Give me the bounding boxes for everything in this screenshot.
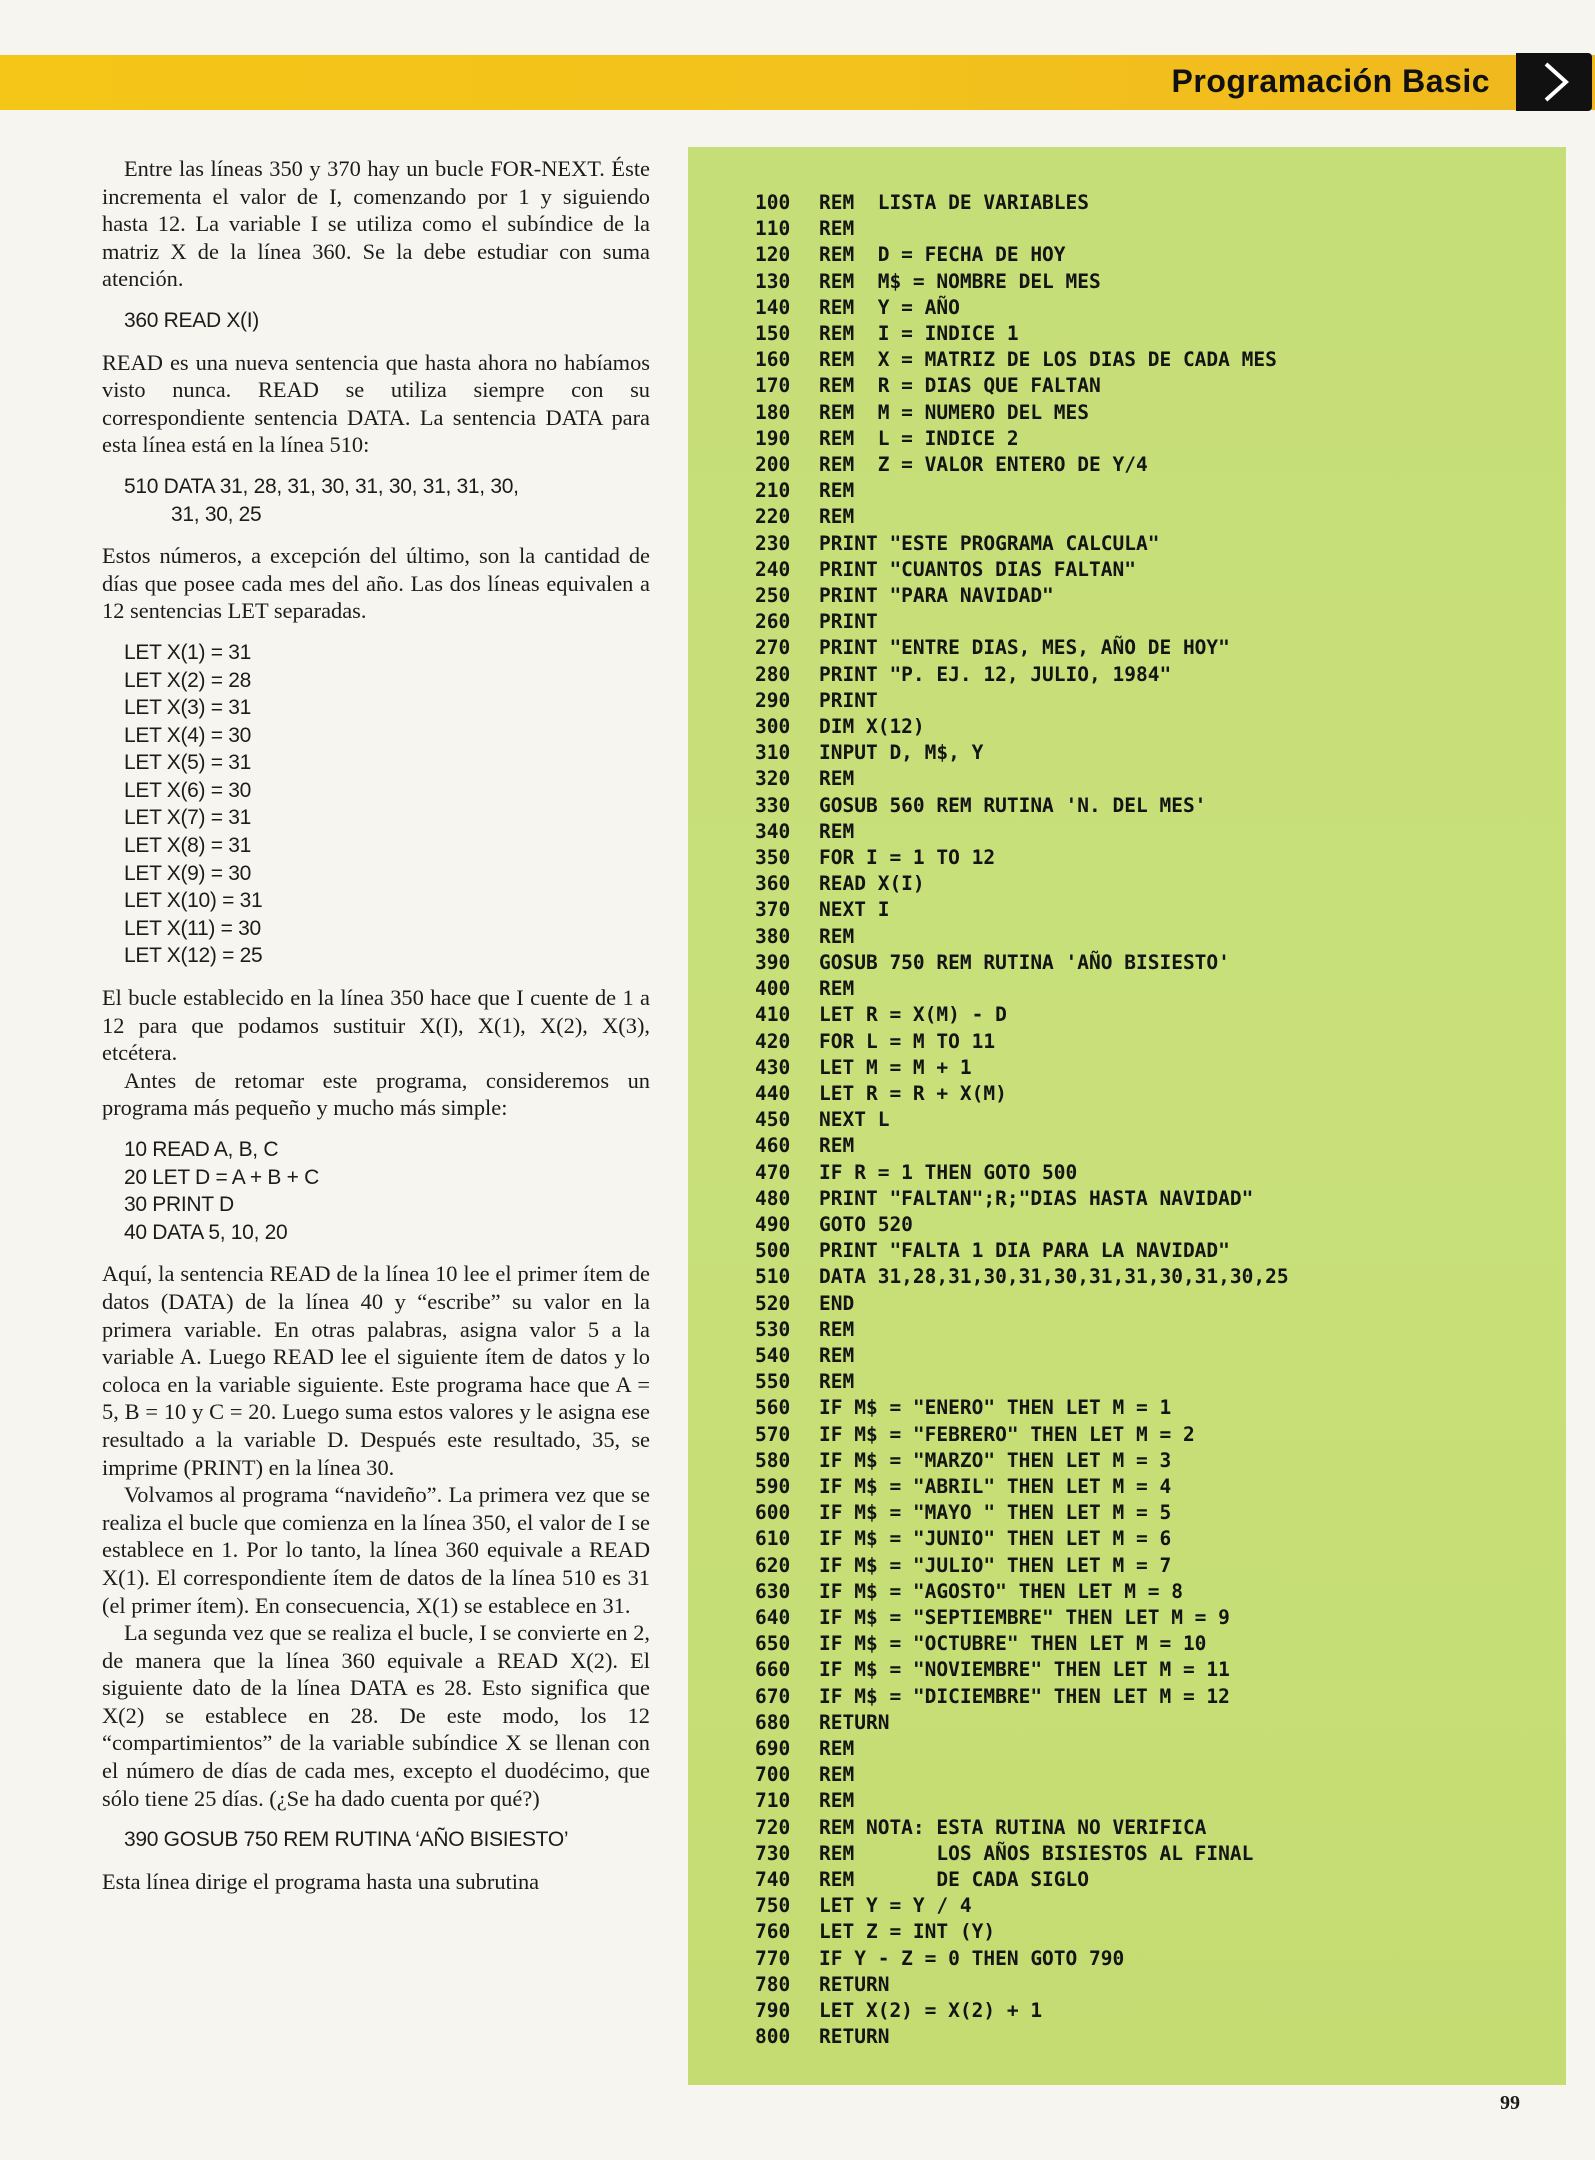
listing-line [755,871,1555,897]
paragraph-2: READ es una nueva sentencia que hasta ahora no habíamos visto nunca. READ se utiliza siempre con su correspondiente sentencia DATA. La sentencia DATA para esta línea está en la línea 510: [102,349,650,458]
listing-line [755,1029,1555,1055]
line-number: 540 [755,1343,791,1367]
paragraph-7: Volvamos al programa “navideño”. La primera vez que se realiza el bucle que comienza en la línea 350, el valor de I se establece en 1. Por lo tanto, la línea 360 equivale a READ X(1). El correspondiente ítem de datos de la línea 510 es 31 (el primer ítem). En consecuencia, X(1) se establece en 31. [102,1482,650,1618]
line-code: GOSUB 560 REM RUTINA 'N. DEL MES' [819,793,1207,817]
line-code: IF Y - Z = 0 THEN GOTO 790 [819,1946,1125,1970]
code-heading-390: 390 GOSUB 750 REM RUTINA ‘AÑO BISIESTO’ [124,1828,569,1852]
line-code: REM [819,1317,855,1341]
line-code: REM LOS AÑOS BISIESTOS AL FINAL [819,1841,1254,1865]
line-code: LET R = X(M) - D [819,1003,1007,1027]
line-code: LET X(2) = X(2) + 1 [819,1999,1043,2023]
line-code: REM [819,505,855,529]
line-code: REM NOTA: ESTA RUTINA NO VERIFICA [819,1815,1207,1839]
listing-line [755,1998,1555,2024]
line-code: IF M$ = "JUNIO" THEN LET M = 6 [819,1527,1172,1551]
listing-line [755,295,1555,321]
line-code: PRINT [819,688,878,712]
line-code: LET Z = INT (Y) [819,1920,996,1944]
small-program-line: 10 READ A, B, C [124,1138,279,1161]
line-code: FOR I = 1 TO 12 [819,846,996,870]
line-code: GOTO 520 [819,1212,913,1236]
line-number: 200 [755,453,791,477]
line-code: NEXT L [819,1108,890,1132]
line-code: PRINT "CUANTOS DIAS FALTAN" [819,557,1136,581]
line-number: 510 [755,1265,791,1289]
listing-line [755,1736,1555,1762]
listing-line [755,635,1555,661]
line-number: 680 [755,1710,791,1734]
listing-line [755,976,1555,1002]
line-number: 530 [755,1317,791,1341]
listing-line [755,583,1555,609]
line-number: 290 [755,688,791,712]
let-line: LET X(11) = 30 [124,916,261,940]
line-code: REM D = FECHA DE HOY [819,243,1066,267]
data-line: 510 DATA 31, 28, 31, 30, 31, 30, 31, 31, 30, [124,474,519,498]
listing-line [755,1238,1555,1264]
listing-line [755,452,1555,478]
line-code: IF M$ = "OCTUBRE" THEN LET M = 10 [819,1632,1207,1656]
let-line: LET X(9) = 30 [124,861,252,885]
listing-line [755,1657,1555,1683]
line-code: INPUT D, M$, Y [819,741,984,765]
let-line: LET X(8) = 31 [124,834,252,858]
line-code: PRINT "FALTAN";R;"DIAS HASTA NAVIDAD" [819,1186,1254,1210]
line-number: 710 [755,1789,791,1813]
line-number: 640 [755,1605,791,1629]
line-number: 740 [755,1868,791,1891]
line-code: REM Y = AÑO [819,295,960,319]
line-code: REM Z = VALOR ENTERO DE Y/4 [819,453,1148,477]
line-code: LET Y = Y / 4 [819,1894,972,1918]
line-number: 240 [755,557,791,581]
line-code: IF M$ = "FEBRERO" THEN LET M = 2 [819,1422,1195,1446]
line-code: GOSUB 750 REM RUTINA 'AÑO BISIESTO' [819,950,1230,974]
listing-line [755,1474,1555,1500]
line-code: IF R = 1 THEN GOTO 500 [819,1160,1078,1184]
line-code: REM M = NUMERO DEL MES [819,400,1090,424]
line-number: 340 [755,819,791,843]
listing-line [755,1605,1555,1631]
line-code: PRINT "ENTRE DIAS, MES, AÑO DE HOY" [819,636,1230,660]
listing-line [755,1893,1555,1919]
line-number: 220 [755,505,791,529]
line-number: 430 [755,1055,791,1079]
line-number: 520 [755,1291,791,1315]
line-number: 610 [755,1527,791,1551]
line-number: 560 [755,1396,791,1420]
listing-line [755,557,1555,583]
page-number: 99 [1500,2092,1520,2114]
line-number: 780 [755,1972,791,1996]
listing-line [755,1291,1555,1317]
listing-line [755,740,1555,766]
listing-line [755,793,1555,819]
line-code: REM [819,1763,855,1787]
listing-line [755,1133,1555,1159]
let-line: LET X(1) = 31 [124,640,252,664]
line-number: 630 [755,1579,791,1603]
line-number: 450 [755,1108,791,1132]
line-number: 620 [755,1553,791,1577]
listing-line [755,1160,1555,1186]
line-number: 280 [755,662,791,686]
line-code: END [819,1291,855,1315]
line-number: 130 [755,269,791,293]
data-line-continued: 31, 30, 25 [171,502,262,526]
line-number: 410 [755,1003,791,1027]
line-number: 180 [755,400,791,424]
data-statement-block [124,473,650,528]
line-code: IF M$ = "MAYO " THEN LET M = 5 [819,1501,1172,1525]
let-line: LET X(2) = 28 [124,668,252,692]
small-program-line: 30 PRINT D [124,1193,234,1217]
line-number: 390 [755,950,791,974]
small-program-line: 20 LET D = A + B + C [124,1165,319,1189]
line-number: 490 [755,1212,791,1236]
paragraph-4: El bucle establecido en la línea 350 hace que I cuente de 1 a 12 para que podamos sustituir X(I), X(1), X(2), X(3), etcétera. [102,985,650,1066]
listing-line [755,347,1555,373]
listing-line [755,190,1555,216]
listing-line [755,1710,1555,1736]
line-number: 550 [755,1370,791,1394]
listing-line [755,1841,1555,1867]
listing-line [755,1422,1555,1448]
listing-line [755,242,1555,268]
line-number: 380 [755,924,791,948]
listing-line [755,1264,1555,1290]
line-number: 460 [755,1134,791,1158]
line-number: 110 [755,217,791,241]
listing-line [755,1395,1555,1421]
line-code: RETURN [819,1710,890,1734]
let-statements-block [124,639,650,970]
line-code: DATA 31,28,31,30,31,30,31,31,30,31,30,25 [819,1265,1289,1289]
paragraph-1: Entre las líneas 350 y 370 hay un bucle FOR-NEXT. Éste incrementa el valor de I, comenzando por 1 y siguiendo hasta 12. La variable I se utiliza como el subíndice de la matriz X de la línea 360. Se la debe estudiar con suma atención. [102,156,650,292]
line-number: 100 [755,191,791,214]
line-code: PRINT [819,610,878,634]
line-code: REM [819,1789,855,1813]
listing-line [755,531,1555,557]
listing-line [755,1212,1555,1238]
line-number: 330 [755,793,791,817]
line-code: REM L = INDICE 2 [819,426,1019,450]
line-code: REM [819,977,855,1001]
let-line: LET X(5) = 31 [124,751,252,775]
chevron-right-icon [1538,61,1572,103]
line-code: REM [819,217,855,241]
line-code: IF M$ = "DICIEMBRE" THEN LET M = 12 [819,1684,1230,1708]
line-number: 270 [755,636,791,660]
section-title: Programación Basic [1171,63,1490,99]
line-number: 720 [755,1815,791,1839]
listing-line [755,1919,1555,1945]
paragraph-9: Esta línea dirige el programa hasta una subrutina [102,1868,540,1894]
listing-line [755,819,1555,845]
paragraph-3: Estos números, a excepción del último, son la cantidad de días que posee cada mes del año. Las dos líneas equivalen a 12 sentencias LET separadas. [102,543,650,624]
paragraph-6: Aquí, la sentencia READ de la línea 10 lee el primer ítem de datos (DATA) de la línea 40 y “escribe” su valor en la primera variable. En otras palabras, asigna valor 5 a la variable A. Luego READ lee el siguiente ítem de datos y lo coloca en la variable siguiente. Este programa hace que A = 5, B = 10 y C = 20. Luego suma estos valores y le asigna ese resultado a la variable D. Después este resultado, 35, se imprime (PRINT) en la línea 30. [102,1261,650,1480]
line-number: 310 [755,741,791,765]
listing-line [755,1788,1555,1814]
listing-line [755,662,1555,688]
let-line: LET X(7) = 31 [124,806,252,830]
line-code: RETURN [819,2025,890,2049]
line-code: REM [819,1343,855,1367]
line-code: PRINT "P. EJ. 12, JULIO, 1984" [819,662,1172,686]
listing-line [755,504,1555,530]
code-heading-360: 360 READ X(I) [124,308,259,332]
line-code: IF M$ = "ENERO" THEN LET M = 1 [819,1396,1172,1420]
listing-line [755,321,1555,347]
listing-line [755,766,1555,792]
line-code: IF M$ = "SEPTIEMBRE" THEN LET M = 9 [819,1605,1230,1629]
line-code: IF M$ = "JULIO" THEN LET M = 7 [819,1553,1172,1577]
line-number: 420 [755,1029,791,1053]
line-number: 500 [755,1239,791,1263]
line-number: 120 [755,243,791,267]
line-code: READ X(I) [819,872,925,896]
line-number: 650 [755,1632,791,1656]
line-number: 320 [755,767,791,791]
line-code: REM X = MATRIZ DE LOS DIAS DE CADA MES [819,348,1277,372]
line-code: REM DE CADA SIGLO [819,1868,1090,1891]
line-number: 600 [755,1501,791,1525]
listing-line [755,1081,1555,1107]
line-code: FOR L = M TO 11 [819,1029,996,1053]
listing-line [755,1631,1555,1657]
let-line: LET X(3) = 31 [124,696,252,720]
line-number: 170 [755,374,791,398]
listing-line [755,897,1555,923]
line-number: 150 [755,322,791,346]
let-line: LET X(6) = 30 [124,778,252,802]
line-code: REM [819,1370,855,1394]
line-number: 690 [755,1736,791,1760]
line-code: REM [819,767,855,791]
listing-line [755,1867,1555,1893]
line-number: 790 [755,1999,791,2023]
line-number: 250 [755,584,791,608]
line-number: 140 [755,295,791,319]
line-code: RETURN [819,1972,890,1996]
listing-line [755,1579,1555,1605]
line-code: PRINT "ESTE PROGRAMA CALCULA" [819,531,1160,555]
line-code: IF M$ = "AGOSTO" THEN LET M = 8 [819,1579,1183,1603]
line-number: 570 [755,1422,791,1446]
listing-line [755,1448,1555,1474]
listing-line [755,1055,1555,1081]
line-number: 300 [755,715,791,739]
line-number: 590 [755,1474,791,1498]
line-code: IF M$ = "MARZO" THEN LET M = 3 [819,1448,1172,1472]
line-number: 730 [755,1841,791,1865]
line-code: DIM X(12) [819,715,925,739]
line-number: 360 [755,872,791,896]
listing-line [755,1343,1555,1369]
line-number: 440 [755,1081,791,1105]
listing-line [755,845,1555,871]
listing-line [755,1946,1555,1972]
listing-line [755,1107,1555,1133]
listing-line [755,1369,1555,1395]
paragraph-5: Antes de retomar este programa, consideremos un programa más pequeño y mucho más simple: [102,1067,650,1121]
line-number: 750 [755,1894,791,1918]
listing-line [755,1815,1555,1841]
small-program-line: 40 DATA 5, 10, 20 [124,1220,288,1244]
article-column [102,155,650,1895]
listing-line [755,1762,1555,1788]
line-number: 160 [755,348,791,372]
listing-line [755,1500,1555,1526]
listing-line [755,950,1555,976]
paragraph-8: La segunda vez que se realiza el bucle, I se convierte en 2, de manera que la línea 360 equivale a READ X(2). El siguiente dato de la línea DATA es 28. Esto significa que X(2) se establece en 28. De este modo, los 12 “compartimientos” de la variable subíndice X se llenan con el número de días de cada mes, excepto el duodécimo, que sólo tiene 25 días. (¿Se ha dado cuenta por qué?) [102,1620,650,1811]
line-code: REM [819,819,855,843]
line-number: 670 [755,1684,791,1708]
line-number: 260 [755,610,791,634]
line-code: LET M = M + 1 [819,1055,972,1079]
line-code: REM R = DIAS QUE FALTAN [819,374,1101,398]
line-number: 480 [755,1186,791,1210]
line-number: 760 [755,1920,791,1944]
line-number: 700 [755,1763,791,1787]
line-code: REM LISTA DE VARIABLES [819,191,1090,214]
small-program-block [124,1136,650,1246]
line-number: 370 [755,898,791,922]
listing-line [755,924,1555,950]
listing-line [755,216,1555,242]
line-number: 350 [755,846,791,870]
listing-line [755,1186,1555,1212]
line-code: PRINT "PARA NAVIDAD" [819,584,1054,608]
line-code: LET R = R + X(M) [819,1081,1007,1105]
line-code: REM [819,479,855,503]
line-code: REM [819,1134,855,1158]
line-number: 800 [755,2025,791,2049]
next-arrow-box [1516,53,1592,111]
line-number: 400 [755,977,791,1001]
line-code: NEXT I [819,898,890,922]
line-code: IF M$ = "ABRIL" THEN LET M = 4 [819,1474,1172,1498]
line-code: REM I = INDICE 1 [819,322,1019,346]
line-code: PRINT "FALTA 1 DIA PARA LA NAVIDAD" [819,1239,1230,1263]
line-number: 470 [755,1160,791,1184]
listing-line [755,688,1555,714]
listing-line [755,1684,1555,1710]
listing-line [755,478,1555,504]
listing-line [755,1553,1555,1579]
line-number: 210 [755,479,791,503]
listing-line [755,2024,1555,2050]
listing-line [755,1317,1555,1343]
program-listing [755,190,1555,2050]
line-code: IF M$ = "NOVIEMBRE" THEN LET M = 11 [819,1658,1230,1682]
line-number: 230 [755,531,791,555]
line-code: REM M$ = NOMBRE DEL MES [819,269,1101,293]
listing-line [755,269,1555,295]
line-code: REM [819,924,855,948]
line-number: 190 [755,426,791,450]
listing-line [755,1526,1555,1552]
listing-line [755,373,1555,399]
let-line: LET X(12) = 25 [124,944,263,968]
listing-line [755,400,1555,426]
listing-line [755,1972,1555,1998]
listing-line [755,714,1555,740]
let-line: LET X(10) = 31 [124,889,263,913]
line-number: 580 [755,1448,791,1472]
listing-line [755,609,1555,635]
line-number: 660 [755,1658,791,1682]
line-code: REM [819,1736,855,1760]
listing-line [755,426,1555,452]
line-number: 770 [755,1946,791,1970]
listing-line [755,1002,1555,1028]
let-line: LET X(4) = 30 [124,723,252,747]
